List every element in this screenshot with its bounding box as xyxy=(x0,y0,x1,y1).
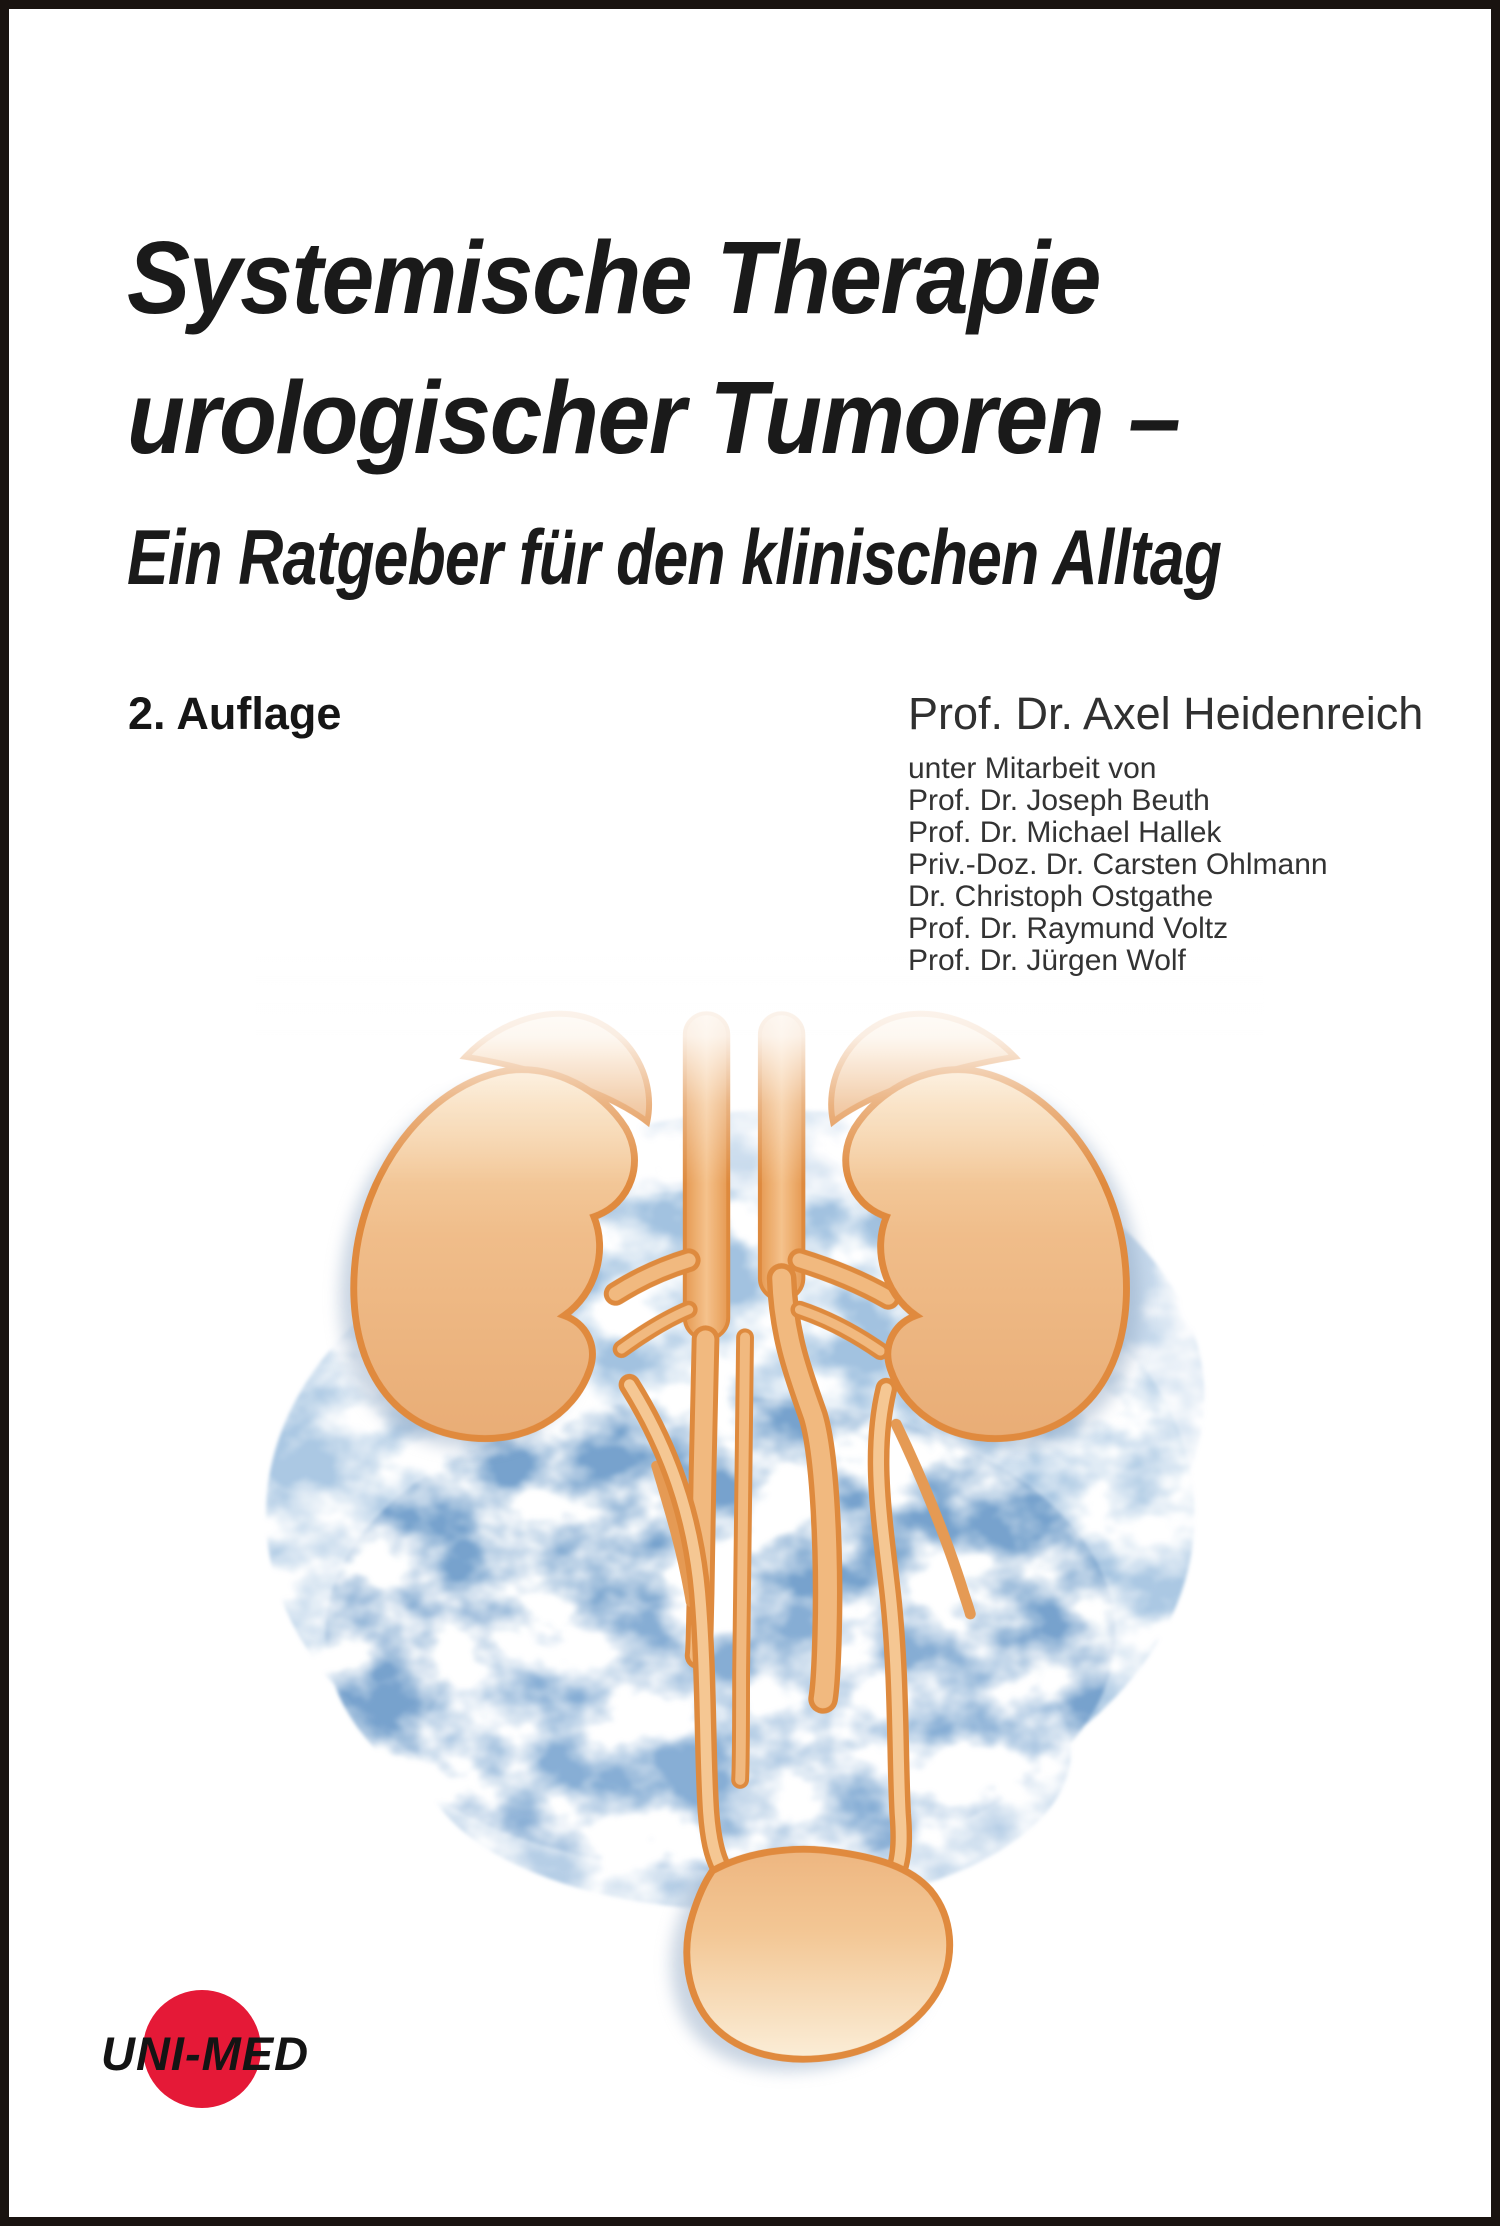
subtitle: Ein Ratgeber für den klinischen Alltag xyxy=(127,513,1222,601)
bladder xyxy=(687,1849,950,2059)
unimed-logo-text: UNI-MED xyxy=(101,2027,310,2080)
iliac-strand-middle xyxy=(740,1337,745,1780)
contributor-name: Prof. Dr. Jürgen Wolf xyxy=(908,944,1186,977)
page-title xyxy=(127,208,1180,488)
contributor-name: Prof. Dr. Michael Hallek xyxy=(908,816,1222,849)
contributor-name: Priv.-Doz. Dr. Carsten Ohlmann xyxy=(908,848,1328,881)
contributor-name: Prof. Dr. Raymund Voltz xyxy=(908,912,1229,945)
contributor-name: Dr. Christoph Ostgathe xyxy=(908,880,1214,913)
title-line-1: Systemische Therapie xyxy=(127,220,1101,335)
author-name: Prof. Dr. Axel Heidenreich xyxy=(908,688,1424,739)
contributor-name: Prof. Dr. Joseph Beuth xyxy=(908,784,1210,817)
top-white-fade xyxy=(256,957,1264,1184)
contributors-list xyxy=(908,753,1328,977)
title-line-2: urologischer Tumoren – xyxy=(127,360,1180,475)
contributors-intro: unter Mitarbeit von xyxy=(908,752,1157,785)
edition-label: 2. Auflage xyxy=(128,688,342,739)
